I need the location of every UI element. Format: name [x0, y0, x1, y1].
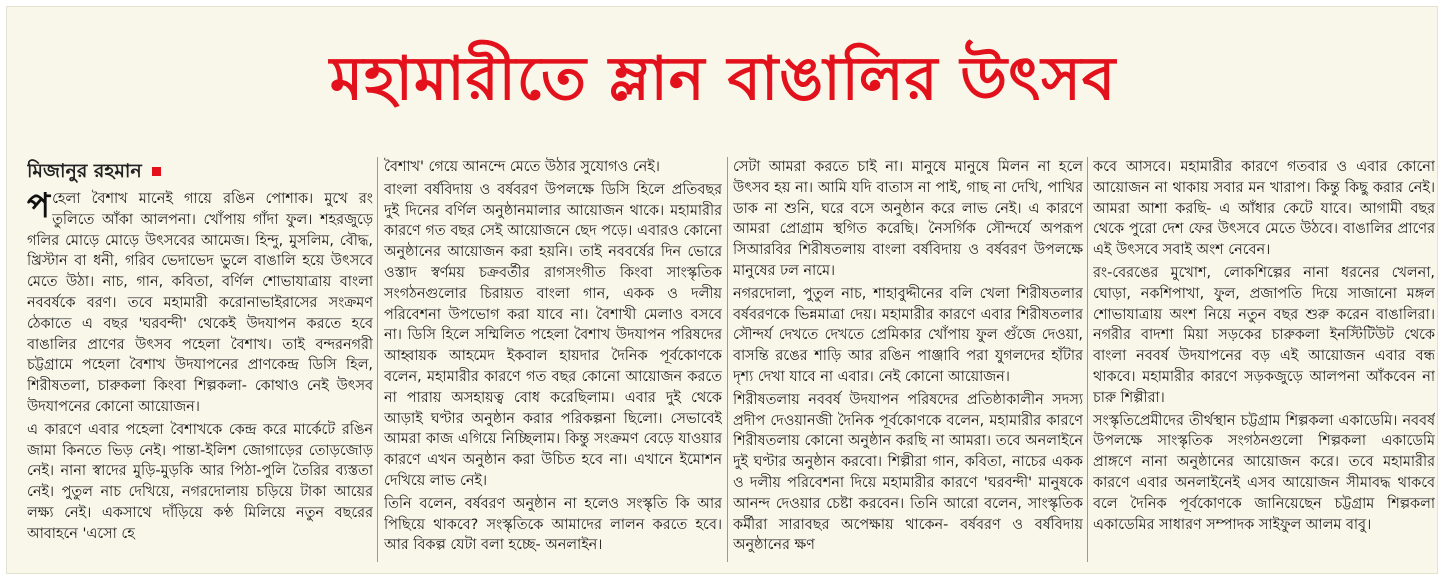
column-divider [727, 157, 728, 562]
article-column-4 [1093, 157, 1435, 562]
paragraph [27, 186, 373, 418]
paragraph-text: হেলা বৈশাখ মানেই গায়ে রঙিন পোশাক। মুখে রং তুলিতে আঁকা আলপনা। খোঁপায় গাঁদা ফুল। শহরজুড়ে গলির মোড়ে মোড়ে উৎসবের আমেজ। হিন্দু, মুসলিম, বৌদ্ধ, খ্রিস্টান বা ধনী, গরিব ভেদাভেদ ভুলে বাঙালি হয়ে উৎসবে মেতে উঠা। নাচ, গান, কবিতা, বর্ণিল শোভাযাত্রায় বাংলা নববর্ষকে বরণ। তবে মহামারী করোনাভাইরাসের সংক্রমণ ঠেকাতে এ বছর 'ঘরবন্দী' থেকেই উদযাপন করতে হবে বাঙালির প্রাণের উৎসব পহেলা বৈশাখ। তাই বন্দরনগরী চট্টগ্রামে পহেলা বৈশাখ উদযাপনের প্রাণকেন্দ্র ডিসি হিল, শিরীষতলা, চারুকলা কিংবা শিল্পকলা- কোথাও নেই উৎসব উদযাপনের কোনো আয়োজন। [27, 191, 373, 415]
byline-marker-icon [152, 167, 161, 176]
headline: মহামারীতে ম্লান বাঙালির উৎসব [329, 44, 1117, 114]
paragraph: সংস্কৃতিপ্রেমীদের তীর্থস্থান চট্টগ্রাম শিল্পকলা একাডেমি। নববর্ষ উপলক্ষে সাংস্কৃতিক সংগঠনগুলো শিল্পকলা একাডেমি প্রাঙ্গণে নানা অনুষ্ঠানের আয়োজন করে। তবে মহামারীর কারণে এবার অনলাইনেই এসব আয়োজন সীমাবদ্ধ থাকবে বলে দৈনিক পূর্বকোণকে জানিয়েছেন চট্টগ্রাম শিল্পকলা একাডেমির সাধারণ সম্পাদক সাইফুল আলম বাবু। [1093, 412, 1435, 533]
paragraph: তিনি বলেন, বর্ষবরণ অনুষ্ঠান না হলেও সংস্কৃতি কি আর পিছিয়ে থাকবে? সংস্কৃতিকে আমাদের লালন করতে হবে। আর বিকল্প যেটা বলা হচ্ছে- অনলাইন। [384, 495, 722, 554]
newspaper-clipping [6, 6, 1438, 574]
byline-author: মিজানুর রহমান [27, 160, 142, 182]
column-divider [377, 157, 378, 562]
column-divider [1087, 157, 1088, 562]
paragraph: বৈশাখ' গেয়ে আনন্দে মেতে উঠার সুযোগও নেই। [384, 159, 660, 175]
paragraph: রং-বেরঙের মুখোশ, লোকশিল্পের নানা ধরনের খেলনা, ঘোড়া, নকশিপাখা, ফুল, প্রজাপতি দিয়ে সাজানো মঙ্গল শোভাযাত্রায় অংশ নিয়ে নতুন বছর শুরু করেন বাঙালিরা। নগরীর বাদশা মিয়া সড়কের চারুকলা ইনস্টিটিউট থেকে বাংলা নববর্ষ উদযাপনের বড় এই আয়োজন এবার বন্ধ থাকবে। মহামারীর কারণে সড়কজুড়ে আলপনা আঁকবেন না চারু শিল্পীরা। [1093, 264, 1435, 406]
drop-cap: প [27, 186, 51, 226]
paragraph: বাংলা বর্ষবিদায় ও বর্ষবরণ উপলক্ষে ডিসি হিলে প্রতিবছর দুই দিনের বর্ণিল অনুষ্ঠানমালার আয়োজন থাকে। মহামারীর কারণে গত বছর সেই আয়োজনে ছেদ পড়ে। এবারও কোনো অনুষ্ঠানের আয়োজন করা হয়নি। তাই নববর্ষের দিন ভোরে ওস্তাদ স্বর্ণময় চক্রবর্তীর রাগসংগীত কিংবা সাংস্কৃতিক সংগঠনগুলোর চিরায়ত বাংলা গান, একক ও দলীয় পরিবেশনা উপভোগ করা যাবে না। বৈশাখী মেলাও বসবে না। ডিসি হিলে সম্মিলিত পহেলা বৈশাখ উদযাপন পরিষদের আহ্বায়ক আহমেদ ইকবাল হায়দার দৈনিক পূর্বকোণকে বলেন, মহামারীর কারণে গত বছর কোনো আয়োজন করতে না পারায় অসহায়ত্ব বোধ করেছিলাম। এবার দুই থেকে আড়াই ঘণ্টার অনুষ্ঠান করার পরিকল্পনা ছিলো। সেভাবেই আমরা কাজ এগিয়ে নিচ্ছিলাম। কিন্তু সংক্রমণ বেড়ে যাওয়ার কারণে এখন অনুষ্ঠান করা উচিত হবে না। এখানে ইমোশন দেখিয়ে লাভ নেই। [384, 181, 722, 489]
article-column-1 [27, 159, 373, 564]
article-column-3 [733, 157, 1083, 562]
byline [27, 159, 373, 183]
paragraph: নগরদোলা, পুতুল নাচ, শাহাবুদ্দীনের বলি খেলা শিরীষতলার বর্ষবরণকে ভিন্নমাত্রা দেয়। মহামারীর কারণে এবার শিরীষতলার সৌন্দর্য দেখতে দেখতে প্রেমিকার খোঁপায় ফুল গুঁজে দেওয়া, বাসন্তি রঙের শাড়ি আর রঙিন পাঞ্জাবি পরা যুগলদের হাঁটার দৃশ্য দেখা যাবে না এবার। নেই কোনো আয়োজন। [733, 285, 1083, 385]
article-column-2 [384, 157, 722, 562]
paragraph: সেটা আমরা করতে চাই না। মানুষে মানুষে মিলন না হলে উৎসব হয় না। আমি যদি বাতাস না পাই, গাছ না দেখি, পাখির ডাক না শুনি, ঘরে বসে অনুষ্ঠান করে লাভ নেই। এ কারণে আমরা প্রোগ্রাম স্থগিত করেছি। নৈসর্গিক সৌন্দর্যে অপরূপ সিআরবির শিরীষতলায় বাংলা বর্ষবিদায় ও বর্ষবরণ উপলক্ষে মানুষের ঢল নামে। [733, 159, 1083, 279]
paragraph: শিরীষতলায় নববর্ষ উদযাপন পরিষদের প্রতিষ্ঠাকালীন সদস্য প্রদীপ দেওয়ানজী দৈনিক পূর্বকোণকে বলেন, মহামারীর কারণে শিরীষতলায় কোনো অনুষ্ঠান করছি না আমরা। তবে অনলাইনে দুই ঘণ্টার অনুষ্ঠান করবো। শিল্পীরা গান, কবিতা, নাচের একক ও দলীয় পরিবেশনা দিয়ে মহামারীর কারণে 'ঘরবন্দী' মানুষকে আনন্দ দেওয়ার চেষ্টা করবেন। তিনি আরো বলেন, সাংস্কৃতিক কর্মীরা সারাবছর অপেক্ষায় থাকেন- বর্ষবরণ ও বর্ষবিদায় অনুষ্ঠানের ক্ষণ [733, 391, 1083, 554]
paragraph: এ কারণে এবার পহেলা বৈশাখকে কেন্দ্র করে মার্কেটে রঙিন জামা কিনতে ভিড় নেই। পান্তা-ইলিশ জোগাড়ের তোড়জোড় নেই। নানা স্বাদের মুড়ি-মুড়কি আর পিঠা-পুলি তৈরির ব্যস্ততা নেই। পুতুল নাচ দেখিয়ে, নগরদোলায় চড়িয়ে টাকা আয়ের লক্ষ্য নেই। একসাথে দাঁড়িয়ে কণ্ঠ মিলিয়ে নতুন বছরের আবাহনে 'এসো হে [27, 421, 373, 542]
paragraph: কবে আসবে। মহামারীর কারণে গতবার ও এবার কোনো আয়োজন না থাকায় সবার মন খারাপ। কিন্তু কিছু করার নেই। আমরা আশা করছি- এ আঁধার কেটে যাবে। আগামী বছর থেকে পুরো দেশ ফের উৎসবে মেতে উঠবে। বাঙালির প্রাণের এই উৎসবে সবাই অংশ নেবেন। [1093, 159, 1435, 259]
